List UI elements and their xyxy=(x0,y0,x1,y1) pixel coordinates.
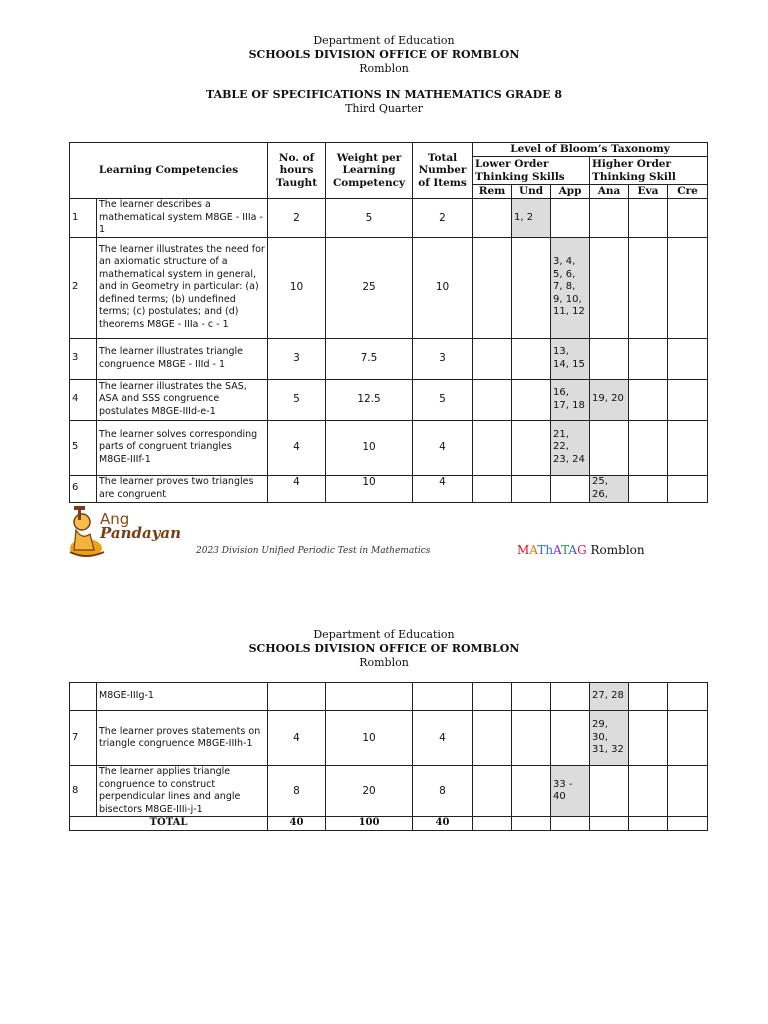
office-name: SCHOOLS DIVISION OFFICE OF ROMBLON xyxy=(248,48,520,61)
items-cell: 3 xyxy=(413,338,473,379)
place-name: Romblon xyxy=(359,62,409,75)
weight-cell: 7.5 xyxy=(326,338,413,379)
und-cell xyxy=(512,766,551,817)
und-cell xyxy=(512,379,551,420)
und-cell xyxy=(512,420,551,475)
eva-cell xyxy=(629,683,668,711)
level-app: App xyxy=(551,185,590,199)
header-lower-order: Lower Order Thinking Skills xyxy=(473,157,590,185)
app-cell: 3, 4, 5, 6, 7, 8, 9, 10, 11, 12 xyxy=(551,237,590,338)
row-number: 3 xyxy=(70,338,97,379)
competency-text: The learner applies triangle congruence to construct perpendicular lines and angle bisectors M8GE-IIIi-j-1 xyxy=(97,766,268,817)
competency-text: The learner describes a mathematical system M8GE - IIIa - 1 xyxy=(97,199,268,238)
cre-cell xyxy=(668,199,708,238)
und-cell xyxy=(512,711,551,766)
competency-text: The learner illustrates the SAS, ASA and SSS congruence postulates M8GE-IIId-e-1 xyxy=(97,379,268,420)
rem-cell xyxy=(473,338,512,379)
level-rem: Rem xyxy=(473,185,512,199)
app-cell: 13, 14, 15 xyxy=(551,338,590,379)
row-number: 2 xyxy=(70,237,97,338)
competency-text: The learner proves two triangles are congruent xyxy=(97,475,268,502)
ana-cell: 27, 28 xyxy=(590,683,629,711)
eva-cell xyxy=(629,338,668,379)
eva-cell xyxy=(629,711,668,766)
eva-cell xyxy=(629,817,668,831)
mathatag-letter: T xyxy=(561,543,569,557)
level-cre: Cre xyxy=(668,185,708,199)
weight-cell: 20 xyxy=(326,766,413,817)
table-row xyxy=(70,683,708,711)
total-row xyxy=(70,817,708,831)
rem-cell xyxy=(473,237,512,338)
table-row xyxy=(70,420,708,475)
eva-cell xyxy=(629,475,668,502)
page-footer xyxy=(68,504,708,560)
eva-cell xyxy=(629,766,668,817)
rem-cell xyxy=(473,683,512,711)
test-name: 2023 Division Unified Periodic Test in Mathematics xyxy=(196,546,431,556)
items-cell: 4 xyxy=(413,711,473,766)
items-cell: 2 xyxy=(413,199,473,238)
cre-cell xyxy=(668,711,708,766)
row-number: 5 xyxy=(70,420,97,475)
hours-cell: 4 xyxy=(268,475,326,502)
cre-cell xyxy=(668,338,708,379)
und-cell xyxy=(512,338,551,379)
weight-cell: 12.5 xyxy=(326,379,413,420)
ana-cell xyxy=(590,766,629,817)
hours-cell: 5 xyxy=(268,379,326,420)
app-cell: 21, 22, 23, 24 xyxy=(551,420,590,475)
row-number: 7 xyxy=(70,711,97,766)
app-cell xyxy=(551,475,590,502)
rem-cell xyxy=(473,199,512,238)
competency-text: The learner proves statements on triangle congruence M8GE-IIIh-1 xyxy=(97,711,268,766)
items-cell: 4 xyxy=(413,420,473,475)
mathatag-letter: G xyxy=(577,543,587,557)
level-und: Und xyxy=(512,185,551,199)
page1-header xyxy=(0,34,768,76)
und-cell xyxy=(512,683,551,711)
weight-cell: 5 xyxy=(326,199,413,238)
office-name: SCHOOLS DIVISION OFFICE OF ROMBLON xyxy=(248,642,520,655)
hours-cell: 2 xyxy=(268,199,326,238)
header-bloom: Level of Bloom’s Taxonomy xyxy=(473,143,708,157)
header-weight: Weight per Learning Competency xyxy=(326,143,413,199)
rem-cell xyxy=(473,475,512,502)
cre-cell xyxy=(668,766,708,817)
rem-cell xyxy=(473,711,512,766)
ana-cell xyxy=(590,199,629,238)
mathatag-place: Romblon xyxy=(590,543,645,557)
weight-cell: 25 xyxy=(326,237,413,338)
table-row xyxy=(70,237,708,338)
header-higher-order: Higher Order Thinking Skill xyxy=(590,157,708,185)
weight-cell xyxy=(326,683,413,711)
mathatag-letter: A xyxy=(553,543,562,557)
weight-cell: 10 xyxy=(326,711,413,766)
row-number: 8 xyxy=(70,766,97,817)
quarter-label: Third Quarter xyxy=(345,102,423,115)
table-row xyxy=(70,711,708,766)
eva-cell xyxy=(629,199,668,238)
cre-cell xyxy=(668,237,708,338)
level-ana: Ana xyxy=(590,185,629,199)
ana-cell xyxy=(590,237,629,338)
hours-cell xyxy=(268,683,326,711)
und-cell xyxy=(512,817,551,831)
mathatag-letter: M xyxy=(517,543,530,557)
items-cell xyxy=(413,683,473,711)
rem-cell xyxy=(473,379,512,420)
competency-text: The learner solves corresponding parts of congruent triangles M8GE-IIIf-1 xyxy=(97,420,268,475)
eva-cell xyxy=(629,420,668,475)
items-cell: 4 xyxy=(413,475,473,502)
weight-cell: 10 xyxy=(326,420,413,475)
eva-cell xyxy=(629,237,668,338)
table-row xyxy=(70,475,708,502)
competency-text: The learner illustrates the need for an axiomatic structure of a mathematical system in general, and in Geometry in particular: (a) defined terms; (b) undefined terms; (c) postulates; and (d) theorems M8GE - IIIa - c - 1 xyxy=(97,237,268,338)
ana-cell: 29, 30, 31, 32 xyxy=(590,711,629,766)
hours-cell: 8 xyxy=(268,766,326,817)
row-number xyxy=(70,683,97,711)
specifications-table xyxy=(69,142,708,503)
table-row xyxy=(70,766,708,817)
department-name: Department of Education xyxy=(313,628,455,641)
app-cell: 33 - 40 xyxy=(551,766,590,817)
mathatag-letter: A xyxy=(529,543,538,557)
header-competencies: Learning Competencies xyxy=(70,143,268,199)
hours-cell: 3 xyxy=(268,338,326,379)
competency-text: The learner illustrates triangle congruence M8GE - IIId - 1 xyxy=(97,338,268,379)
competency-text: M8GE-IIIg-1 xyxy=(97,683,268,711)
und-cell xyxy=(512,475,551,502)
ana-cell xyxy=(590,338,629,379)
items-cell: 5 xyxy=(413,379,473,420)
rem-cell xyxy=(473,420,512,475)
document-title: TABLE OF SPECIFICATIONS IN MATHEMATICS GRADE 8 xyxy=(205,88,563,101)
total-weight: 100 xyxy=(326,817,413,831)
cre-cell xyxy=(668,475,708,502)
cre-cell xyxy=(668,379,708,420)
app-cell xyxy=(551,817,590,831)
mathatag-letter: Th xyxy=(537,543,554,557)
row-number: 4 xyxy=(70,379,97,420)
brand-ang: Ang xyxy=(100,510,130,528)
table-row xyxy=(70,338,708,379)
app-cell xyxy=(551,683,590,711)
place-name: Romblon xyxy=(359,656,409,669)
level-eva: Eva xyxy=(629,185,668,199)
page2-header xyxy=(0,628,768,670)
cre-cell xyxy=(668,817,708,831)
eva-cell xyxy=(629,379,668,420)
und-cell xyxy=(512,237,551,338)
app-cell xyxy=(551,711,590,766)
weight-cell: 10 xyxy=(326,475,413,502)
mathatag-romblon-label xyxy=(517,543,645,557)
row-number: 6 xyxy=(70,475,97,502)
hours-cell: 4 xyxy=(268,711,326,766)
items-cell: 10 xyxy=(413,237,473,338)
brand-pandayan: Pandayan xyxy=(100,524,182,542)
hours-cell: 4 xyxy=(268,420,326,475)
document-title-block xyxy=(0,88,768,116)
total-items: 40 xyxy=(413,817,473,831)
table-row xyxy=(70,379,708,420)
app-cell xyxy=(551,199,590,238)
ana-cell xyxy=(590,420,629,475)
cre-cell xyxy=(668,683,708,711)
table-row xyxy=(70,199,708,238)
total-label: TOTAL xyxy=(70,817,268,831)
mathatag-letter: A xyxy=(568,543,578,557)
app-cell: 16, 17, 18 xyxy=(551,379,590,420)
header-hours: No. of hours Taught xyxy=(268,143,326,199)
cre-cell xyxy=(668,420,708,475)
ana-cell xyxy=(590,817,629,831)
department-name: Department of Education xyxy=(313,34,455,47)
rem-cell xyxy=(473,766,512,817)
rem-cell xyxy=(473,817,512,831)
ana-cell: 25, 26, xyxy=(590,475,629,502)
header-total-items: Total Number of Items xyxy=(413,143,473,199)
row-number: 1 xyxy=(70,199,97,238)
hours-cell: 10 xyxy=(268,237,326,338)
specifications-table-continued xyxy=(69,682,708,831)
items-cell: 8 xyxy=(413,766,473,817)
ana-cell: 19, 20 xyxy=(590,379,629,420)
total-hours: 40 xyxy=(268,817,326,831)
und-cell: 1, 2 xyxy=(512,199,551,238)
